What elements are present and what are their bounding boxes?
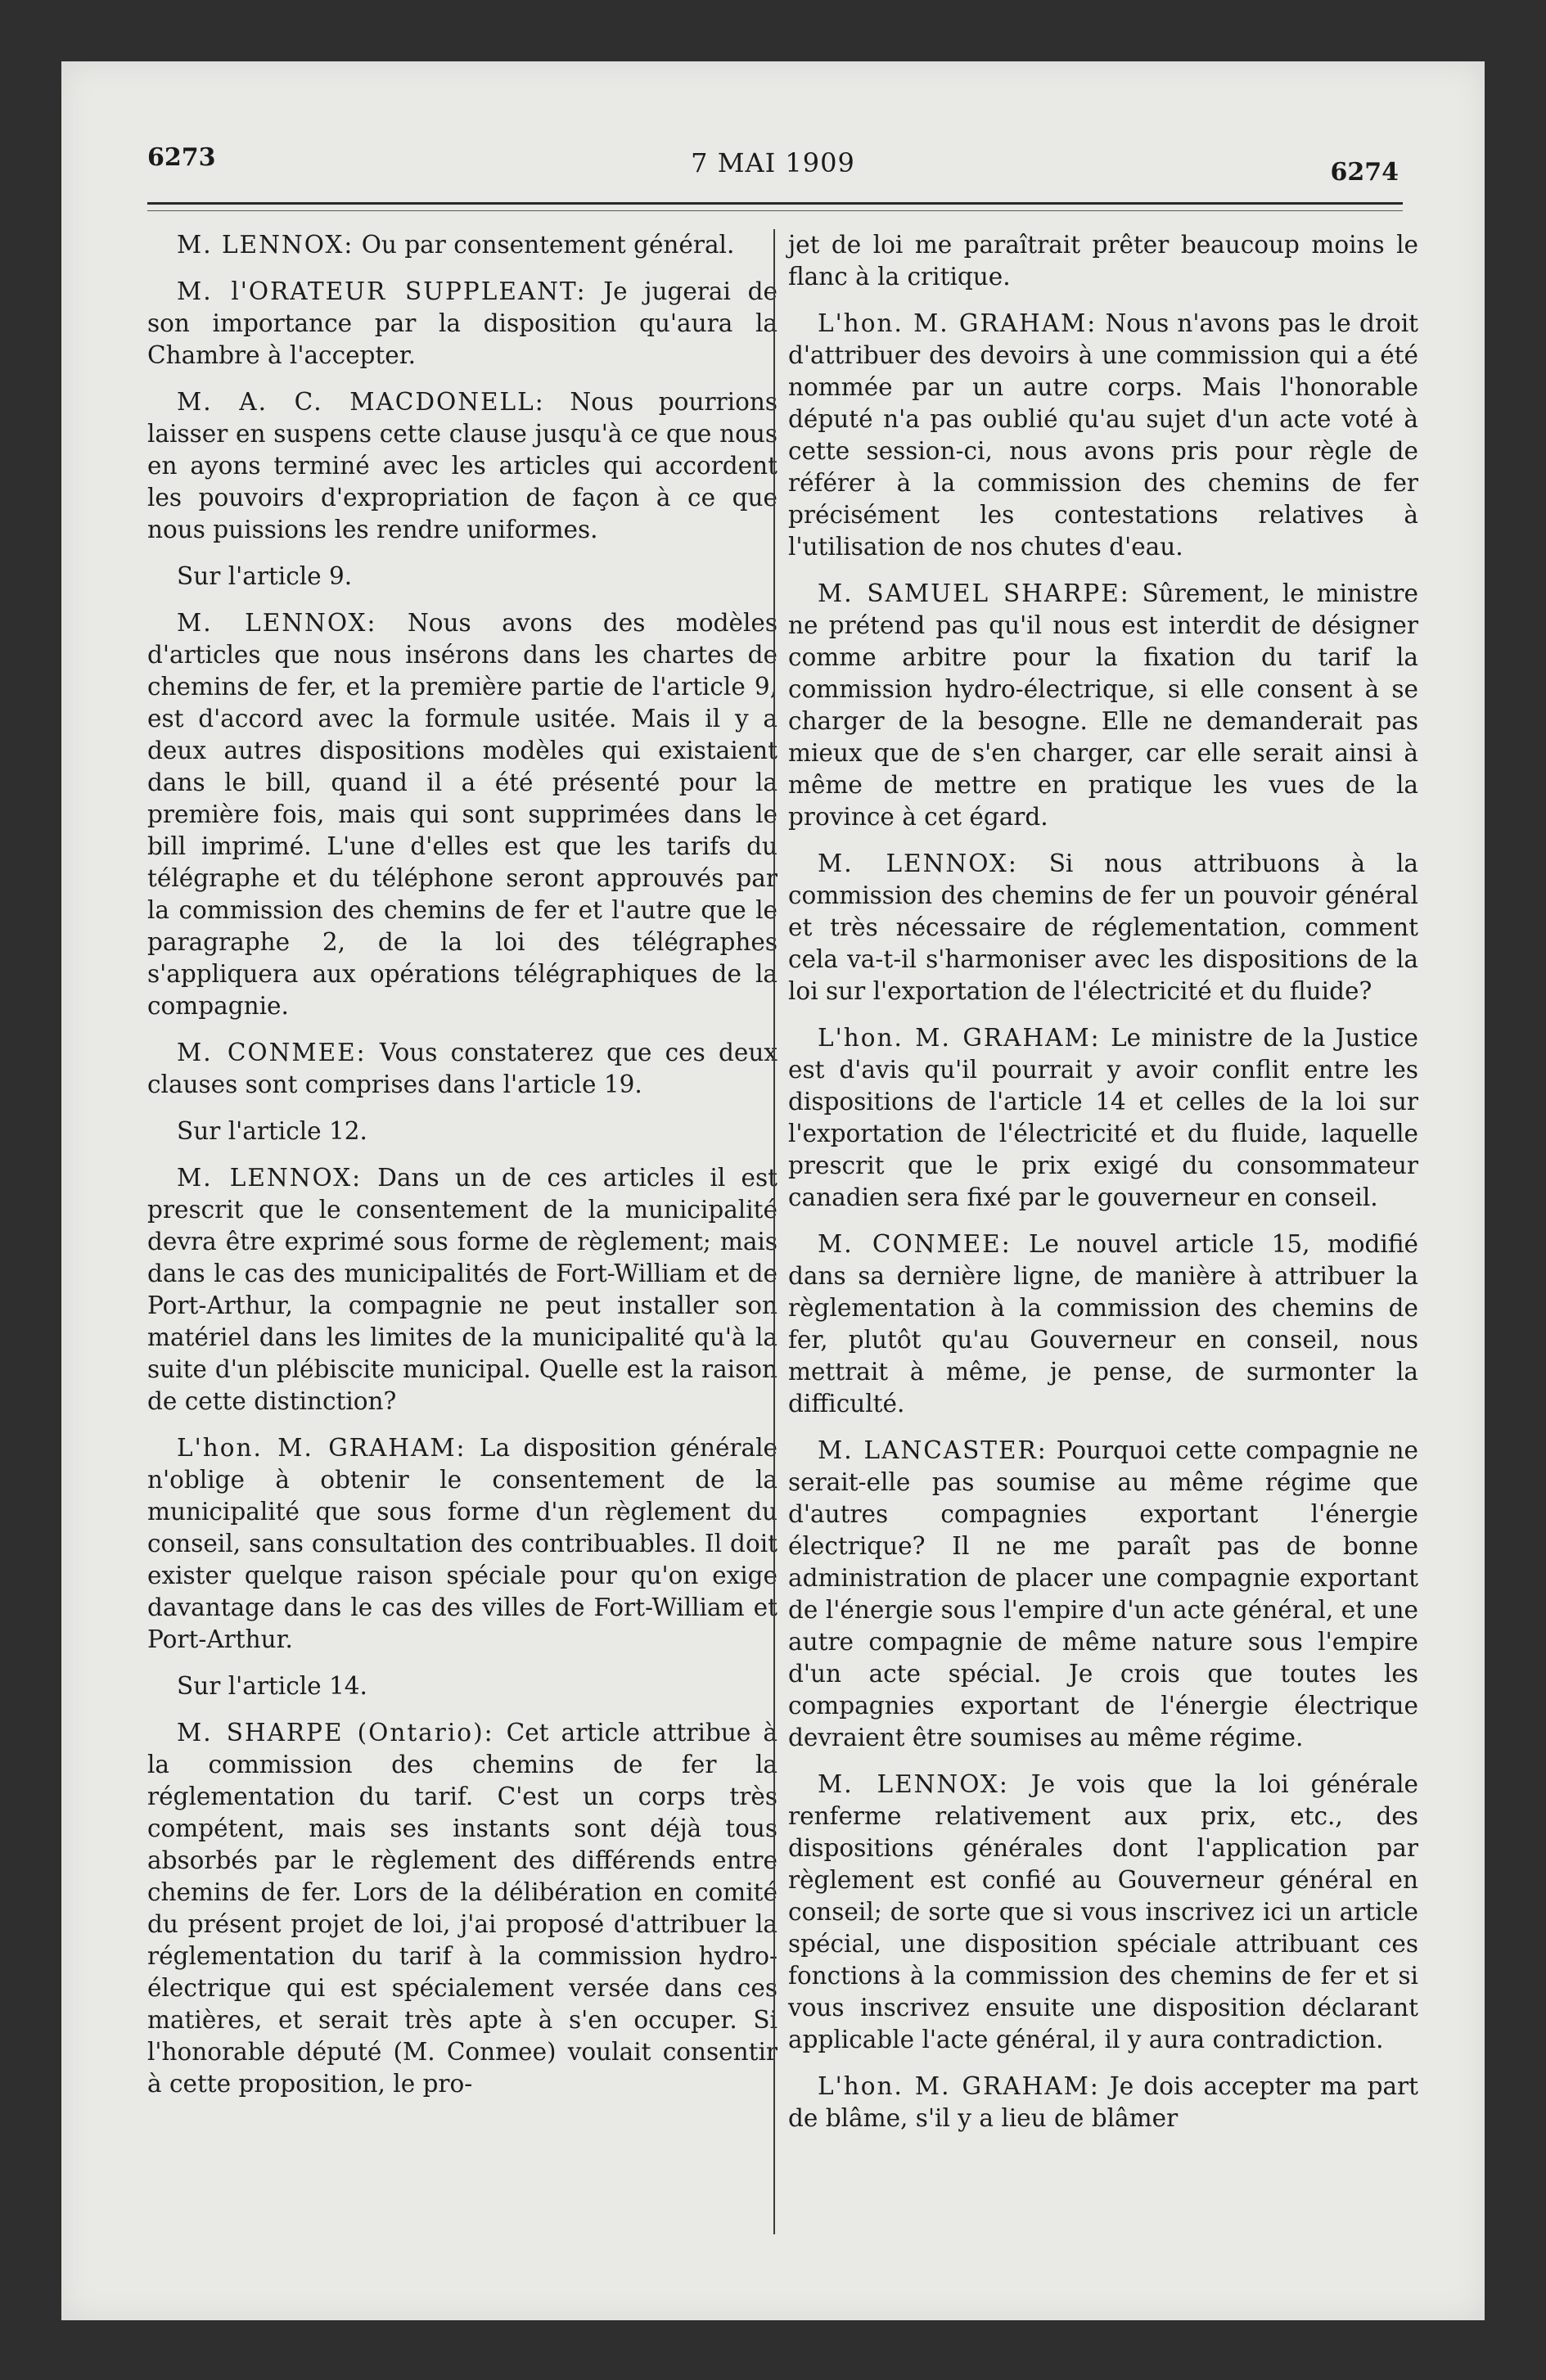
paragraph xyxy=(147,1432,778,1656)
paragraph xyxy=(788,1228,1418,1420)
speaker: M. LENNOX: xyxy=(177,609,377,637)
paragraph-text: Ou par consentement général. xyxy=(354,231,735,259)
paragraph-text: Pourquoi cette compagnie ne serait-elle pas soumise au même régime que d'autres compagnies exportant l'énergie électrique? Il ne me paraît pas de bonne administration de placer une compagnie exportant de l'énergie sous l'empire d'un acte général, et une autre compagnie de même nature sous l'empire d'un acte spécial. Je crois que toutes les compagnies exportant de l'énergie électrique devraient être soumises au même régime. xyxy=(788,1436,1418,1751)
paragraph xyxy=(788,848,1418,1007)
speaker: M. LENNOX: xyxy=(177,231,354,259)
page-date: 7 MAI 1909 xyxy=(691,147,855,178)
paragraph-text: Sur l'article 9. xyxy=(177,562,353,590)
paragraph-text: Sur l'article 12. xyxy=(177,1117,367,1145)
column-divider xyxy=(773,229,775,2234)
paragraph-text: Je vois que la loi générale renferme relativement aux prix, etc., des dispositions générales dont l'application par règlement est confié au Gouverneur général en conseil; de sorte que si vous inscrivez ici un article spécial, une disposition spéciale attribuant ces fonctions à la commission des chemins de fer et si vous inscrivez ensuite une disposition déclarant applicable l'acte général, il y aura contradiction. xyxy=(788,1770,1418,2053)
paragraph xyxy=(788,1022,1418,1214)
paragraph-text: Nous pourrions laisser en suspens cette clause jusqu'à ce que nous en ayons terminé avec les articles qui accordent les pouvoirs d'expropriation de façon à ce que nous puissions les rendre uniformes. xyxy=(147,388,778,543)
speaker: M. SHARPE (Ontario): xyxy=(177,1719,494,1747)
paragraph-text: Si nous attribuons à la commission des chemins de fer un pouvoir général et très nécessaire de réglementation, comment cela va-t-il s'harmoniser avec les dispositions de la loi sur l'exportation de l'électricité et du fluide? xyxy=(788,850,1418,1005)
speaker: L'hon. M. GRAHAM: xyxy=(818,2072,1100,2100)
speaker: M. LENNOX: xyxy=(177,1164,363,1192)
paragraph xyxy=(147,229,778,261)
paragraph xyxy=(788,578,1418,833)
paragraph-text: Nous avons des modèles d'articles que nous insérons dans les chartes de chemins de fer, et la première partie de l'article 9, est d'accord avec la formule usitée. Mais il y a deux autres dispositions modèles qui existaient dans le bill, quand il a été présenté pour la première fois, mais qui sont supprimées dans le bill imprimé. L'une d'elles est que les tarifs du télégraphe et du téléphone seront approuvés par la commission des chemins de fer et l'autre que le paragraphe 2, de la loi des télégraphes s'appliquera aux opérations télégraphiques de la compagnie. xyxy=(147,609,778,1020)
paragraph-text: Le ministre de la Justice est d'avis qu'il pourrait y avoir conflit entre les dispositions de l'article 14 et celles de la loi sur l'exportation de l'électricité et du fluide, laquelle prescrit que le prix exigé du consommateur canadien sera fixé par le gouverneur en conseil. xyxy=(788,1024,1418,1211)
section-heading xyxy=(147,1670,778,1702)
speaker: M. A. C. MACDONELL: xyxy=(177,388,545,416)
header-rule-thin xyxy=(147,210,1403,211)
paragraph-text: Sur l'article 14. xyxy=(177,1672,367,1700)
paragraph-text: Le nouvel article 15, modifié dans sa dernière ligne, de manière à attribuer la règlementation à la commission des chemins de fer, plutôt qu'au Gouverneur en conseil, nous mettrait à même, je pense, de surmonter la difficulté. xyxy=(788,1230,1419,1418)
paragraph-text: Nous n'avons pas le droit d'attribuer des devoirs à une commission qui a été nommée par un autre corps. Mais l'honorable député n'a pas oublié qu'au sujet d'un acte voté à cette session-ci, nous avons pris pour règle de référer à la commission des chemins de fer précisément les contestations relatives à l'utilisation de nos chutes d'eau. xyxy=(788,309,1418,561)
speaker: L'hon. M. GRAHAM: xyxy=(818,1024,1101,1052)
speaker: M. CONMEE: xyxy=(177,1039,367,1066)
section-heading xyxy=(147,561,778,593)
paragraph xyxy=(147,607,778,1022)
paragraph xyxy=(147,1037,778,1101)
paragraph-text: Sûrement, le ministre ne prétend pas qu'il nous est interdit de désigner comme arbitre pour la fixation du tarif la commission hydro-électrique, si elle consent à se charger de la besogne. Elle ne demanderait pas mieux que de s'en charger, car elle serait ainsi à même de mettre en pratique les vues de la province à cet égard. xyxy=(788,579,1418,831)
page-number-right: 6274 xyxy=(1330,158,1399,187)
paragraph-text: Je dois accepter ma part de blâme, s'il y a lieu de blâmer xyxy=(788,2072,1419,2132)
page-header xyxy=(61,61,1485,225)
paragraph xyxy=(147,386,778,546)
speaker: M. CONMEE: xyxy=(818,1230,1012,1258)
right-column xyxy=(788,229,1418,2149)
paragraph xyxy=(147,1162,778,1418)
paragraph-text: Dans un de ces articles il est prescrit que le consentement de la municipalité devra être exprimé sous forme de règlement; mais dans le cas des municipalités de Fort-William et de Port-Arthur, la compagnie ne peut installer son matériel dans les limites de la municipalité qu'à la suite d'un plébiscite municipal. Quelle est la raison de cette distinction? xyxy=(147,1164,778,1415)
paragraph-text: Vous constaterez que ces deux clauses sont comprises dans l'article 19. xyxy=(147,1039,778,1098)
paragraph-text: La disposition générale n'oblige à obtenir le consentement de la municipalité que sous forme d'un règlement du conseil, sans consultation des contribuables. Il doit exister quelque raison spéciale pour qu'on exige davantage dans le cas des villes de Fort-William et Port-Arthur. xyxy=(147,1434,778,1653)
document-page xyxy=(61,61,1485,2320)
speaker: M. LANCASTER: xyxy=(818,1436,1048,1464)
paragraph-text: Cet article attribue à la commission des chemins de fer la réglementation du tarif. C'est un corps très compétent, mais ses instants sont déjà tous absorbés par le règlement des différends entre chemins de fer. Lors de la délibération en comité du présent projet de loi, j'ai proposé d'attribuer la réglementation du tarif à la commission hydro-électrique qui est spécialement versée dans ces matières, et serait très apte à s'en occuper. Si l'honorable député (M. Conmee) voulait consentir à cette proposition, le pro- xyxy=(147,1719,778,2098)
paragraph xyxy=(788,308,1418,563)
header-rule xyxy=(147,202,1403,205)
speaker: M. LENNOX: xyxy=(818,1770,1009,1798)
paragraph xyxy=(788,1435,1418,1754)
speaker: L'hon. M. GRAHAM: xyxy=(177,1434,467,1462)
paragraph xyxy=(147,276,778,372)
speaker: M. LENNOX: xyxy=(818,850,1018,877)
paragraph xyxy=(147,1717,778,2100)
speaker: M. SAMUEL SHARPE: xyxy=(818,579,1130,607)
section-heading xyxy=(147,1116,778,1147)
paragraph-text: jet de loi me paraîtrait prêter beaucoup moins le flanc à la critique. xyxy=(788,231,1418,291)
speaker: L'hon. M. GRAHAM: xyxy=(818,309,1098,337)
paragraph xyxy=(788,229,1418,293)
paragraph xyxy=(788,1769,1418,2056)
left-column xyxy=(147,229,778,2115)
speaker: M. l'ORATEUR SUPPLEANT: xyxy=(177,277,587,305)
paragraph-text: Je jugerai de son importance par la disposition qu'aura la Chambre à l'accepter. xyxy=(147,277,778,369)
paragraph xyxy=(788,2071,1418,2134)
page-number-left: 6273 xyxy=(147,143,216,172)
